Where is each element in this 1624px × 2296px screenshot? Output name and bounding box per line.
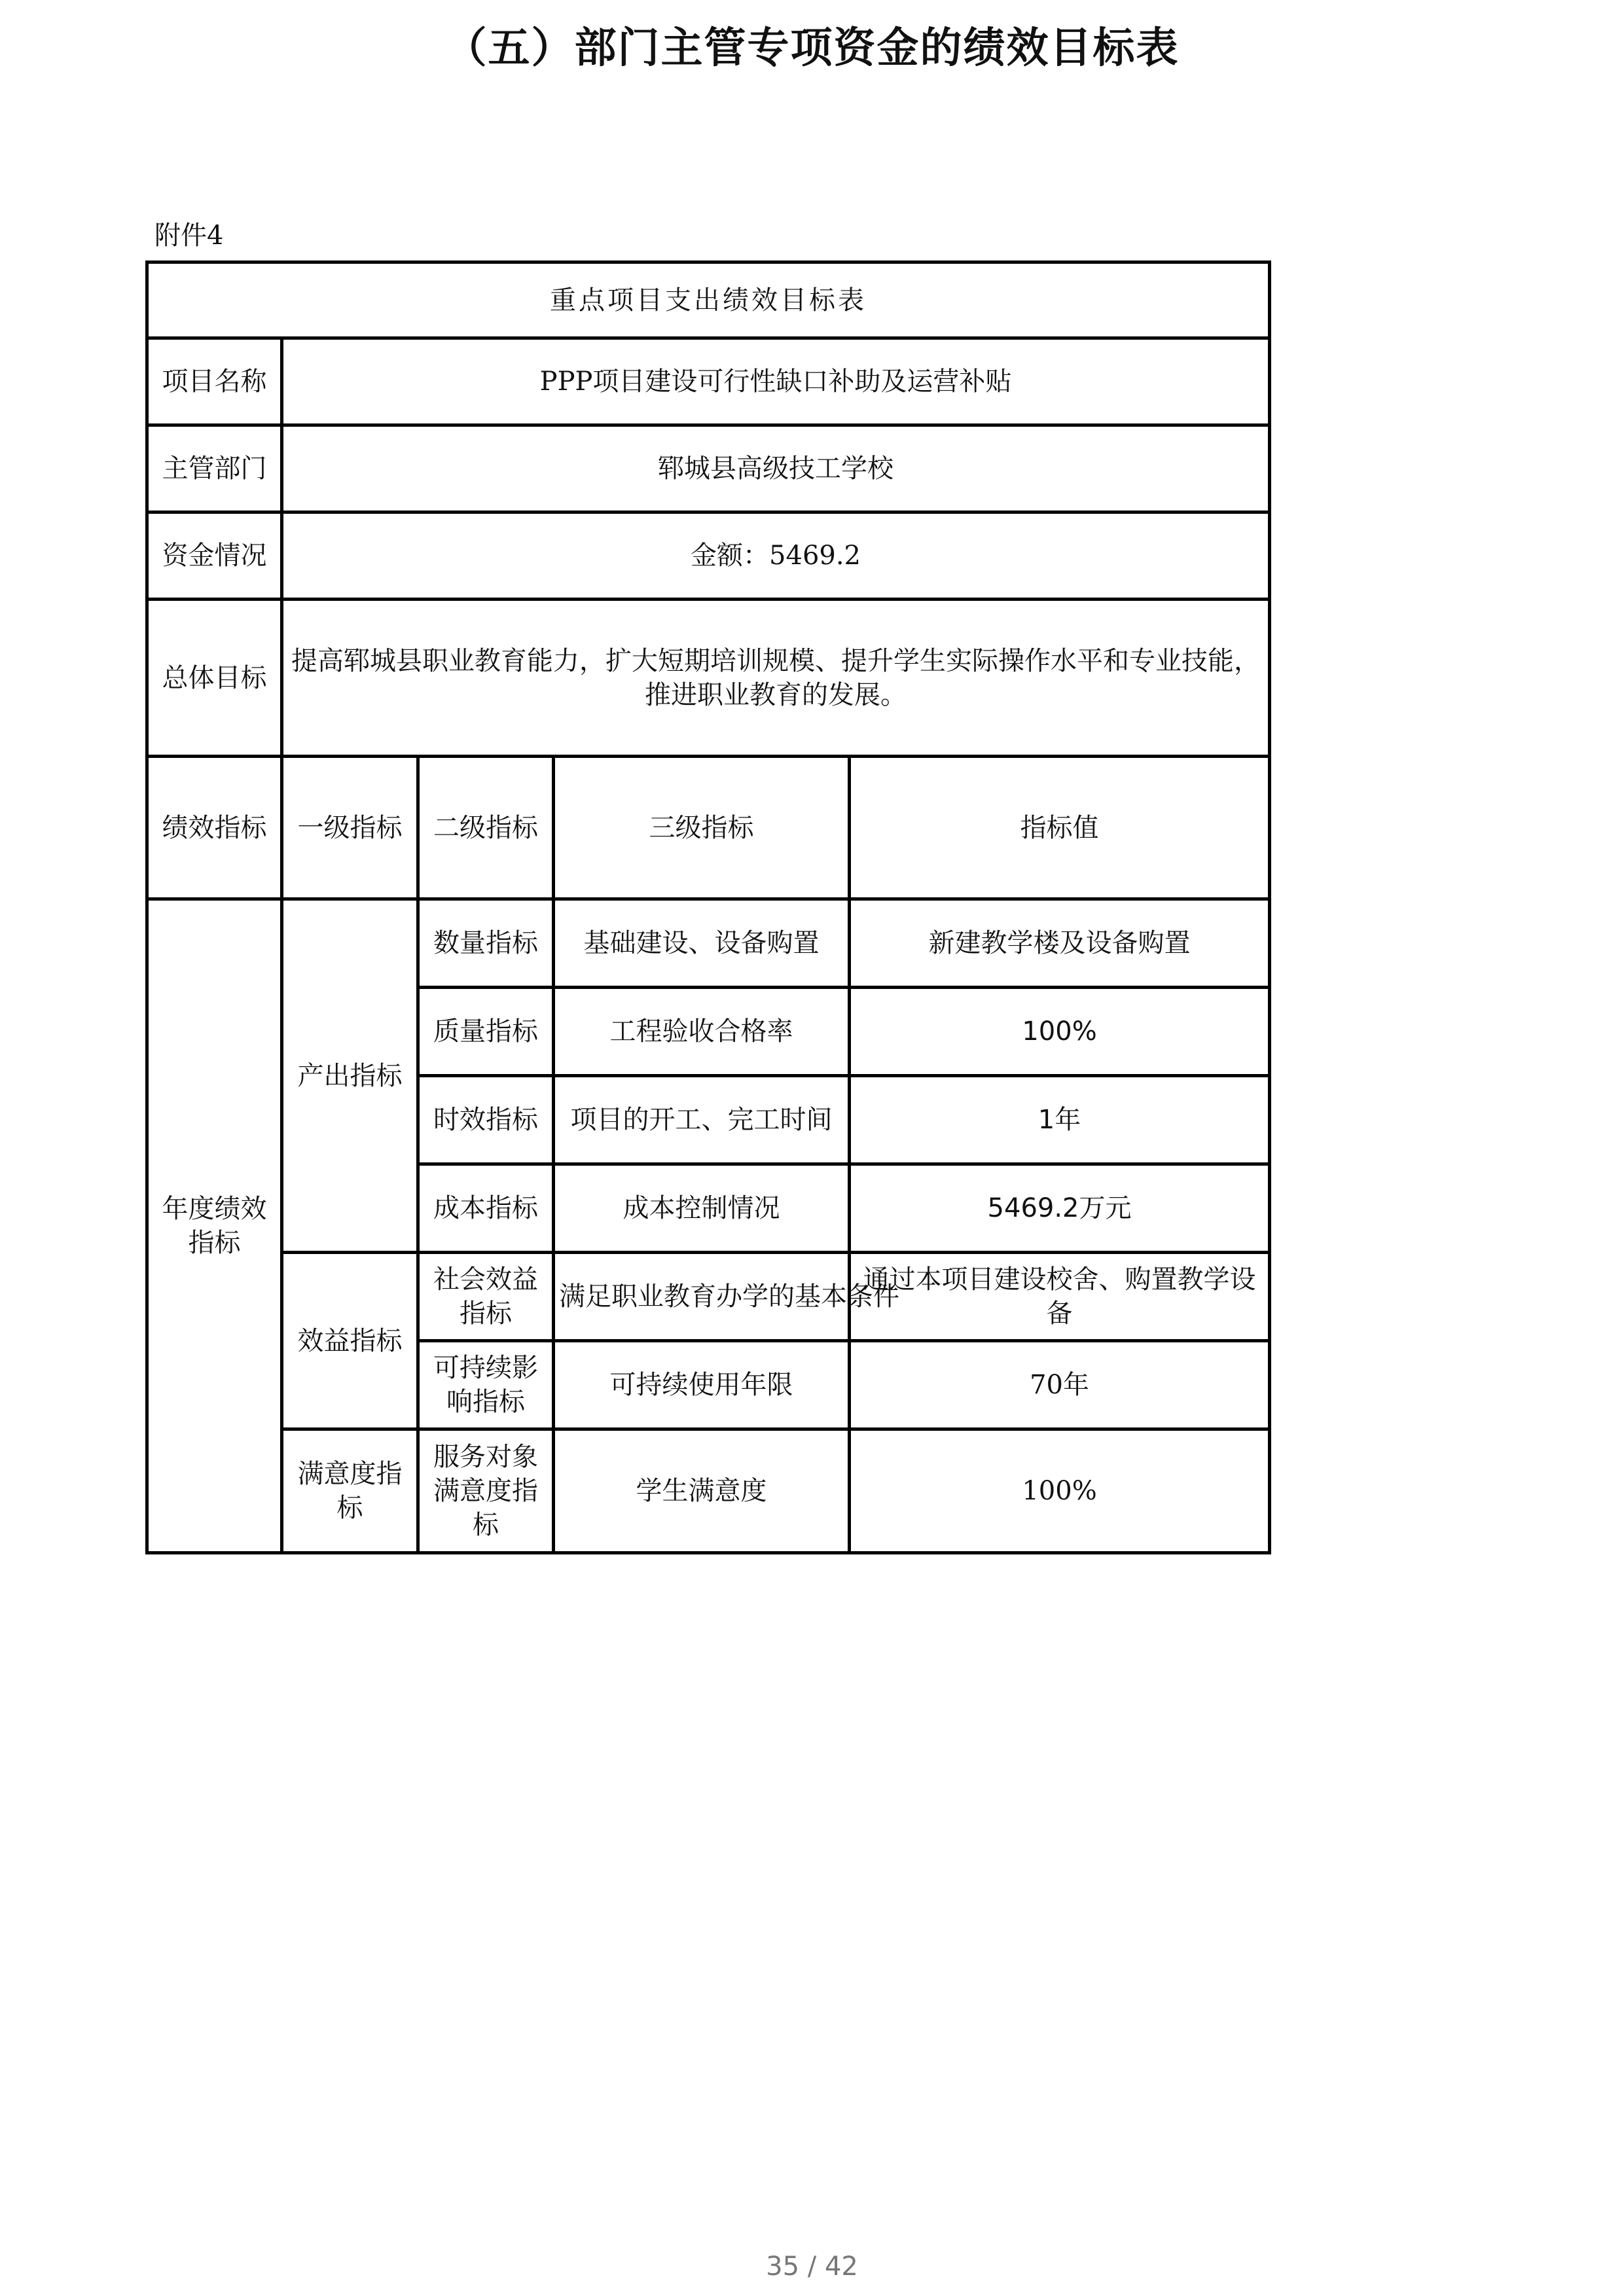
level2-cell: 可持续影响指标 <box>418 1341 554 1429</box>
page-number: 35 / 42 <box>766 2251 858 2282</box>
level1-output-label: 产出指标 <box>282 899 418 1253</box>
page-title: （五）部门主管专项资金的绩效目标表 <box>444 24 1180 73</box>
department-label: 主管部门 <box>147 425 282 512</box>
attachment-label: 附件4 <box>154 221 224 251</box>
funding-label: 资金情况 <box>147 512 282 600</box>
overall-goal-value: 提高郓城县职业教育能力，扩大短期培训规模、提升学生实际操作水平和专业技能，推进职业教育的发展。 <box>282 600 1270 757</box>
annual-indicator-label: 年度绩效指标 <box>147 899 282 1553</box>
level3-cell: 可持续使用年限 <box>554 1341 850 1429</box>
value-cell: 70年 <box>850 1341 1270 1429</box>
level2-cell: 质量指标 <box>418 988 554 1076</box>
level3-cell: 成本控制情况 <box>554 1164 850 1253</box>
value-cell: 100% <box>850 1429 1270 1553</box>
table-title: 重点项目支出绩效目标表 <box>147 262 1270 338</box>
level3-cell: 学生满意度 <box>554 1429 850 1553</box>
level1-satisfaction-label: 满意度指标 <box>282 1429 418 1553</box>
performance-target-table <box>145 260 1271 1554</box>
performance-table-wrapper <box>145 260 1268 1551</box>
value-cell: 新建教学楼及设备购置 <box>850 899 1270 988</box>
project-name-value: PPP项目建设可行性缺口补助及运营补贴 <box>282 338 1270 425</box>
level3-cell: 满足职业教育办学的基本条件 <box>554 1253 850 1341</box>
header-indicator-value: 指标值 <box>850 757 1270 899</box>
level2-cell: 数量指标 <box>418 899 554 988</box>
level3-cell: 工程验收合格率 <box>554 988 850 1076</box>
header-level2-indicator: 二级指标 <box>418 757 554 899</box>
level1-benefit-label: 效益指标 <box>282 1253 418 1429</box>
value-cell: 5469.2万元 <box>850 1164 1270 1253</box>
department-value: 郓城县高级技工学校 <box>282 425 1270 512</box>
header-level1-indicator: 一级指标 <box>282 757 418 899</box>
overall-goal-label: 总体目标 <box>147 600 282 757</box>
level3-cell: 基础建设、设备购置 <box>554 899 850 988</box>
value-cell: 通过本项目建设校舍、购置教学设备 <box>850 1253 1270 1341</box>
header-performance-indicator: 绩效指标 <box>147 757 282 899</box>
level2-cell: 社会效益指标 <box>418 1253 554 1341</box>
project-name-label: 项目名称 <box>147 338 282 425</box>
header-level3-indicator: 三级指标 <box>554 757 850 899</box>
value-cell: 100% <box>850 988 1270 1076</box>
funding-value: 金额：5469.2 <box>282 512 1270 600</box>
level2-cell: 成本指标 <box>418 1164 554 1253</box>
level2-cell: 服务对象满意度指标 <box>418 1429 554 1553</box>
level2-cell: 时效指标 <box>418 1076 554 1164</box>
level3-cell: 项目的开工、完工时间 <box>554 1076 850 1164</box>
value-cell: 1年 <box>850 1076 1270 1164</box>
